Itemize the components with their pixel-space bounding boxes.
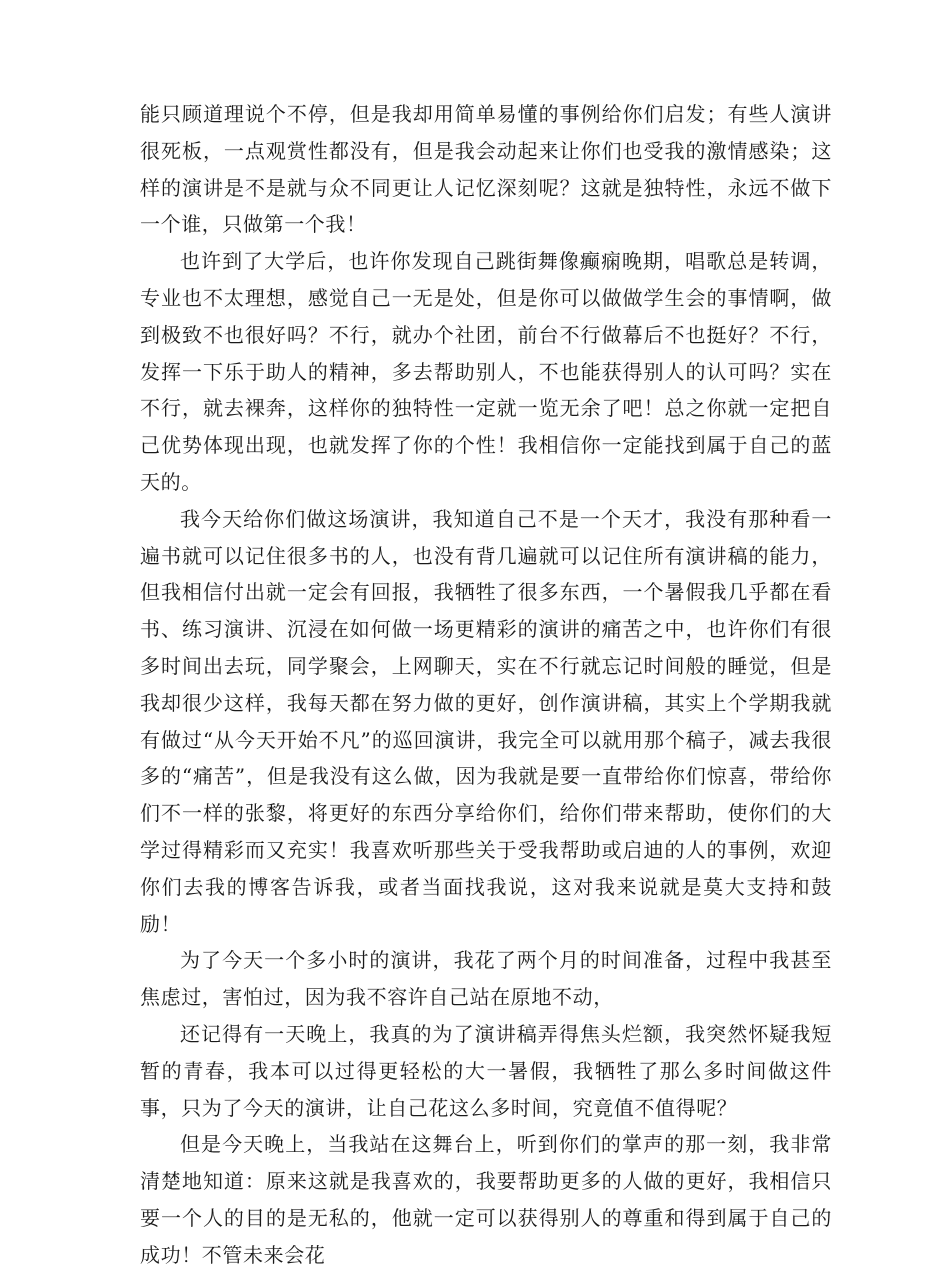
paragraph-3: 我今天给你们做这场演讲，我知道自己不是一个天才，我没有那种看一遍书就可以记住很多书的人，也没有背几遍就可以记住所有演讲稿的能力，但我相信付出就一定会有回报，我牺牲了很多东西，一个暑假我几乎都在看书、练习演讲、沉浸在如何做一场更精彩的演讲的痛苦之中，也许你们有很多时间出去玩，同学聚会，上网聊天，实在不行就忘记时间般的睡觉，但是我却很少这样，我每天都在努力做的更好，创作演讲稿，其实上个学期我就有做过“从今天开始不凡”的巡回演讲，我完全可以就用那个稿子，减去我很多的“痛苦”，但是我没有这么做，因为我就是要一直带给你们惊喜，带给你们不一样的张黎，将更好的东西分享给你们，给你们带来帮助，使你们的大学过得精彩而又充实！我喜欢听那些关于受我帮助或启迪的人的事例，欢迎你们去我的博客告诉我，或者当面找我说，这对我来说就是莫大支持和鼓励！	[140, 506, 832, 936]
paragraph-6: 但是今天晚上，当我站在这舞台上，听到你们的掌声的那一刻，我非常清楚地知道：原来这就是我喜欢的，我要帮助更多的人做的更好，我相信只要一个人的目的是无私的，他就一定可以获得别人的尊重和得到属于自己的成功！不管未来会花	[140, 1132, 832, 1267]
paragraph-1: 能只顾道理说个不停，但是我却用简单易懂的事例给你们启发；有些人演讲很死板，一点观赏性都没有，但是我会动起来让你们也受我的激情感染；这样的演讲是不是就与众不同更让人记忆深刻呢？这就是独特性，永远不做下一个谁，只做第一个我！	[140, 102, 832, 237]
document-page	[140, 96, 832, 1274]
paragraph-2: 也许到了大学后，也许你发现自己跳街舞像癫痫晚期，唱歌总是转调，专业也不太理想，感觉自己一无是处，但是你可以做做学生会的事情啊，做到极致不也很好吗？不行，就办个社团，前台不行做幕后不也挺好？不行，发挥一下乐于助人的精神，多去帮助别人，不也能获得别人的认可吗？实在不行，就去裸奔，这样你的独特性一定就一览无余了吧！总之你就一定把自己优势体现出现，也就发挥了你的个性！我相信你一定能找到属于自己的蓝天的。	[140, 249, 832, 494]
paragraph-4: 为了今天一个多小时的演讲，我花了两个月的时间准备，过程中我甚至焦虑过，害怕过，因为我不容许自己站在原地不动，	[140, 948, 832, 1010]
paragraph-5: 还记得有一天晚上，我真的为了演讲稿弄得焦头烂额，我突然怀疑我短暂的青春，我本可以过得更轻松的大一暑假，我牺牲了那么多时间做这件事，只为了今天的演讲，让自己花这么多时间，究竟值不值得呢？	[140, 1021, 832, 1120]
